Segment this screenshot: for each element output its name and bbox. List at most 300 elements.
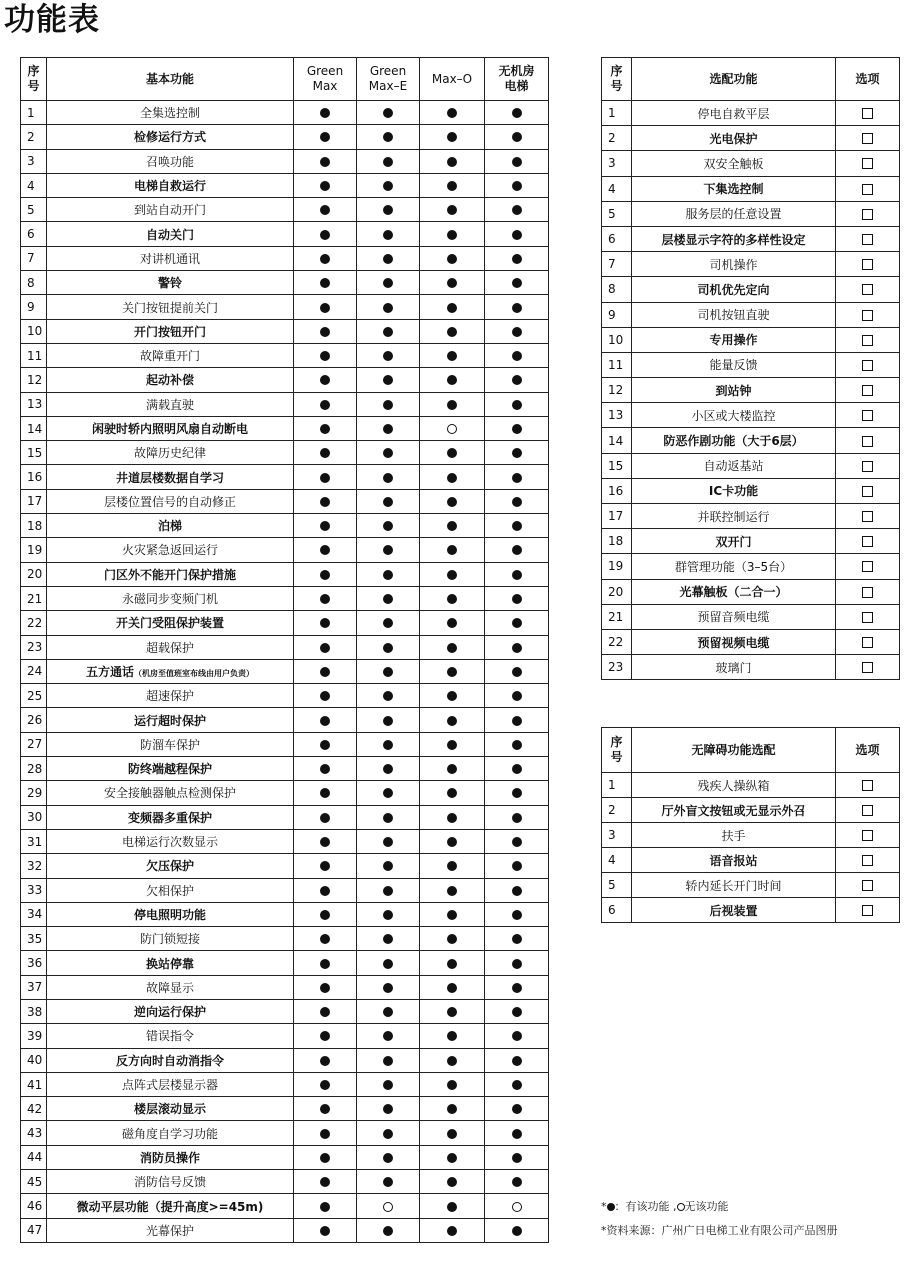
option-cell bbox=[836, 101, 900, 126]
filled-dot-icon bbox=[320, 375, 330, 385]
checkbox-icon[interactable] bbox=[862, 158, 873, 169]
filled-dot-icon bbox=[447, 983, 457, 993]
checkbox-icon[interactable] bbox=[862, 234, 873, 245]
row-number: 6 bbox=[602, 226, 632, 251]
availability-cell bbox=[294, 465, 357, 489]
function-name: 专用操作 bbox=[632, 327, 836, 352]
function-name bbox=[47, 1145, 294, 1169]
availability-cell bbox=[357, 1218, 420, 1242]
filled-dot-icon bbox=[447, 813, 457, 823]
filled-dot-icon bbox=[447, 473, 457, 483]
function-label: 点阵式层楼显示器 bbox=[121, 1078, 218, 1093]
function-name: 下集选控制 bbox=[632, 176, 836, 201]
row-number: 23 bbox=[602, 655, 632, 680]
filled-dot-icon bbox=[320, 351, 330, 361]
filled-dot-icon bbox=[447, 861, 457, 871]
filled-dot-icon bbox=[320, 861, 330, 871]
filled-dot-icon bbox=[512, 400, 522, 410]
table-row bbox=[602, 655, 900, 680]
availability-cell bbox=[294, 1218, 357, 1242]
table-row bbox=[602, 327, 900, 352]
function-name bbox=[47, 271, 294, 295]
function-label: 警铃 bbox=[157, 276, 182, 291]
table-row bbox=[21, 1170, 549, 1194]
row-number: 16 bbox=[21, 465, 47, 489]
function-name: 光幕触板（二合一） bbox=[632, 579, 836, 604]
table-row bbox=[21, 1072, 549, 1096]
function-name bbox=[47, 757, 294, 781]
filled-dot-icon bbox=[320, 521, 330, 531]
filled-dot-icon bbox=[320, 1056, 330, 1066]
function-name: 群管理功能（3–5台） bbox=[632, 554, 836, 579]
checkbox-icon[interactable] bbox=[862, 209, 873, 220]
filled-dot-icon bbox=[320, 594, 330, 604]
function-label: 变频器多重保护 bbox=[127, 810, 212, 825]
function-label: 开门按钮开门 bbox=[133, 324, 206, 339]
table-row bbox=[21, 1097, 549, 1121]
row-number: 18 bbox=[602, 529, 632, 554]
filled-dot-icon bbox=[320, 813, 330, 823]
availability-cell bbox=[485, 781, 549, 805]
checkbox-icon[interactable] bbox=[862, 335, 873, 346]
row-number: 23 bbox=[21, 635, 47, 659]
availability-cell bbox=[357, 829, 420, 853]
table-row bbox=[21, 271, 549, 295]
availability-cell bbox=[294, 586, 357, 610]
function-name bbox=[47, 878, 294, 902]
row-number: 1 bbox=[602, 101, 632, 126]
function-label: 微动平层功能（提升高度>=45m) bbox=[76, 1199, 264, 1214]
availability-cell bbox=[357, 562, 420, 586]
function-label: 火灾紧急返回运行 bbox=[121, 543, 218, 558]
filled-dot-icon bbox=[383, 108, 393, 118]
header-no: 序号 bbox=[21, 58, 47, 101]
checkbox-icon[interactable] bbox=[862, 637, 873, 648]
table-row bbox=[602, 201, 900, 226]
checkbox-icon[interactable] bbox=[862, 108, 873, 119]
availability-cell bbox=[485, 416, 549, 440]
availability-cell bbox=[294, 951, 357, 975]
availability-cell bbox=[420, 1194, 485, 1218]
function-name bbox=[47, 441, 294, 465]
checkbox-icon[interactable] bbox=[862, 259, 873, 270]
availability-cell bbox=[294, 368, 357, 392]
availability-cell bbox=[294, 854, 357, 878]
filled-dot-icon bbox=[320, 181, 330, 191]
row-number: 9 bbox=[21, 295, 47, 319]
availability-cell bbox=[485, 611, 549, 635]
option-cell bbox=[836, 629, 900, 654]
option-cell bbox=[836, 302, 900, 327]
filled-dot-icon bbox=[512, 618, 522, 628]
availability-cell bbox=[294, 927, 357, 951]
legend-not-text: 无该功能 bbox=[684, 1200, 729, 1213]
availability-cell bbox=[357, 125, 420, 149]
filled-dot-icon bbox=[447, 1080, 457, 1090]
checkbox-icon[interactable] bbox=[862, 461, 873, 472]
filled-dot-icon bbox=[447, 132, 457, 142]
option-cell bbox=[836, 529, 900, 554]
filled-dot-icon bbox=[320, 643, 330, 653]
filled-dot-icon bbox=[447, 327, 457, 337]
checkbox-icon[interactable] bbox=[862, 587, 873, 598]
filled-dot-icon bbox=[320, 1202, 330, 1212]
function-name bbox=[47, 732, 294, 756]
availability-cell bbox=[420, 1145, 485, 1169]
availability-cell bbox=[357, 198, 420, 222]
availability-cell bbox=[294, 271, 357, 295]
filled-dot-icon bbox=[512, 1177, 522, 1187]
table-row bbox=[602, 151, 900, 176]
filled-dot-icon bbox=[383, 1226, 393, 1236]
function-name: 司机操作 bbox=[632, 252, 836, 277]
checkbox-icon[interactable] bbox=[862, 830, 873, 841]
filled-dot-icon bbox=[383, 497, 393, 507]
row-number: 12 bbox=[21, 368, 47, 392]
filled-dot-icon bbox=[383, 788, 393, 798]
filled-dot-icon bbox=[512, 788, 522, 798]
function-label: 故障重开门 bbox=[139, 349, 200, 364]
availability-cell bbox=[294, 1024, 357, 1048]
availability-cell bbox=[420, 1024, 485, 1048]
filled-dot-icon bbox=[512, 643, 522, 653]
row-number: 14 bbox=[602, 428, 632, 453]
availability-cell bbox=[485, 854, 549, 878]
checkbox-icon[interactable] bbox=[862, 410, 873, 421]
availability-cell bbox=[294, 246, 357, 270]
availability-cell bbox=[420, 392, 485, 416]
function-name bbox=[47, 635, 294, 659]
availability-cell bbox=[357, 1048, 420, 1072]
filled-dot-icon bbox=[512, 230, 522, 240]
function-label: 起动补偿 bbox=[145, 373, 194, 388]
row-number: 28 bbox=[21, 757, 47, 781]
filled-dot-icon bbox=[447, 1153, 457, 1163]
function-label: 永磁同步变频门机 bbox=[121, 592, 218, 607]
function-name bbox=[47, 295, 294, 319]
availability-cell bbox=[420, 635, 485, 659]
row-number: 39 bbox=[21, 1024, 47, 1048]
filled-dot-icon bbox=[383, 910, 393, 920]
checkbox-icon[interactable] bbox=[862, 855, 873, 866]
availability-cell bbox=[294, 101, 357, 125]
filled-dot-icon bbox=[447, 570, 457, 580]
function-label: 门区外不能开门保护措施 bbox=[103, 567, 236, 582]
function-note: （机房至值班室布线由用户负责） bbox=[134, 668, 254, 678]
function-name bbox=[47, 611, 294, 635]
availability-cell bbox=[294, 975, 357, 999]
function-name: 残疾人操纵箱 bbox=[632, 773, 836, 798]
checkbox-icon[interactable] bbox=[862, 360, 873, 371]
table-row bbox=[602, 428, 900, 453]
filled-dot-icon bbox=[383, 230, 393, 240]
availability-cell bbox=[357, 538, 420, 562]
filled-dot-icon bbox=[383, 1056, 393, 1066]
function-label: 闲驶时轿内照明风扇自动断电 bbox=[91, 422, 248, 436]
function-label: 欠压保护 bbox=[145, 859, 194, 874]
availability-cell bbox=[420, 1218, 485, 1242]
availability-cell bbox=[485, 441, 549, 465]
filled-dot-icon bbox=[512, 1056, 522, 1066]
function-name bbox=[47, 416, 294, 440]
availability-cell bbox=[357, 684, 420, 708]
filled-dot-icon bbox=[383, 618, 393, 628]
availability-cell bbox=[294, 489, 357, 513]
function-label: 开关门受阻保护装置 bbox=[115, 616, 224, 631]
checkbox-icon[interactable] bbox=[862, 284, 873, 295]
row-number: 33 bbox=[21, 878, 47, 902]
table-row bbox=[602, 226, 900, 251]
filled-dot-icon bbox=[447, 1031, 457, 1041]
header-option: 选项 bbox=[836, 58, 900, 101]
filled-dot-icon bbox=[383, 667, 393, 677]
row-number: 2 bbox=[602, 126, 632, 151]
table-row bbox=[21, 708, 549, 732]
row-number: 6 bbox=[21, 222, 47, 246]
hollow-circle-icon bbox=[677, 1203, 685, 1211]
availability-cell bbox=[294, 684, 357, 708]
table-row bbox=[21, 538, 549, 562]
availability-cell bbox=[420, 271, 485, 295]
row-number: 15 bbox=[21, 441, 47, 465]
table-row bbox=[21, 757, 549, 781]
filled-dot-icon bbox=[320, 691, 330, 701]
function-label: 消防员操作 bbox=[139, 1150, 200, 1165]
filled-dot-icon bbox=[383, 400, 393, 410]
filled-dot-icon bbox=[320, 1129, 330, 1139]
availability-cell bbox=[485, 538, 549, 562]
availability-cell bbox=[357, 1145, 420, 1169]
row-number: 7 bbox=[602, 252, 632, 277]
table-row bbox=[21, 392, 549, 416]
availability-cell bbox=[420, 489, 485, 513]
row-number: 3 bbox=[21, 149, 47, 173]
availability-cell bbox=[294, 562, 357, 586]
filled-dot-icon bbox=[447, 157, 457, 167]
table-row bbox=[21, 198, 549, 222]
function-label: 逆向运行保护 bbox=[133, 1005, 206, 1020]
function-name bbox=[47, 343, 294, 367]
function-label: 超载保护 bbox=[145, 640, 194, 655]
filled-dot-icon bbox=[512, 497, 522, 507]
option-cell bbox=[836, 848, 900, 873]
availability-cell bbox=[294, 295, 357, 319]
function-name bbox=[47, 562, 294, 586]
checkbox-icon[interactable] bbox=[862, 436, 873, 447]
function-name bbox=[47, 1121, 294, 1145]
table-row bbox=[21, 684, 549, 708]
checkbox-icon[interactable] bbox=[862, 133, 873, 144]
filled-dot-icon bbox=[512, 132, 522, 142]
availability-cell bbox=[420, 343, 485, 367]
row-number: 18 bbox=[21, 514, 47, 538]
checkbox-icon[interactable] bbox=[862, 310, 873, 321]
filled-dot-icon bbox=[383, 861, 393, 871]
function-label: 检修运行方式 bbox=[133, 130, 206, 145]
table-row bbox=[602, 898, 900, 923]
availability-cell bbox=[485, 295, 549, 319]
function-name bbox=[47, 101, 294, 125]
row-number: 4 bbox=[602, 176, 632, 201]
filled-dot-icon bbox=[447, 910, 457, 920]
availability-cell bbox=[485, 198, 549, 222]
availability-cell bbox=[420, 805, 485, 829]
checkbox-icon[interactable] bbox=[862, 780, 873, 791]
row-number: 22 bbox=[602, 629, 632, 654]
filled-dot-icon bbox=[320, 667, 330, 677]
function-name: 双安全触板 bbox=[632, 151, 836, 176]
availability-cell bbox=[357, 975, 420, 999]
availability-cell bbox=[357, 271, 420, 295]
row-number: 26 bbox=[21, 708, 47, 732]
table-row bbox=[602, 101, 900, 126]
function-name: 双开门 bbox=[632, 529, 836, 554]
function-name bbox=[47, 659, 294, 683]
table-row bbox=[21, 1024, 549, 1048]
function-name bbox=[47, 1072, 294, 1096]
row-number: 13 bbox=[602, 403, 632, 428]
function-label: 电梯运行次数显示 bbox=[121, 835, 218, 850]
row-number: 17 bbox=[21, 489, 47, 513]
availability-cell bbox=[420, 441, 485, 465]
option-cell bbox=[836, 453, 900, 478]
availability-cell bbox=[294, 198, 357, 222]
filled-dot-icon bbox=[383, 375, 393, 385]
checkbox-icon[interactable] bbox=[862, 561, 873, 572]
availability-cell bbox=[485, 1097, 549, 1121]
filled-dot-icon bbox=[447, 643, 457, 653]
filled-dot-icon bbox=[383, 716, 393, 726]
filled-dot-icon bbox=[383, 1153, 393, 1163]
header-green-max-e: Green Max–E bbox=[357, 58, 420, 101]
function-label: 换站停靠 bbox=[145, 956, 194, 971]
checkbox-icon[interactable] bbox=[862, 612, 873, 623]
option-cell bbox=[836, 773, 900, 798]
filled-dot-icon bbox=[447, 667, 457, 677]
availability-cell bbox=[420, 975, 485, 999]
checkbox-icon[interactable] bbox=[862, 184, 873, 195]
checkbox-icon[interactable] bbox=[862, 536, 873, 547]
function-name bbox=[47, 975, 294, 999]
checkbox-icon[interactable] bbox=[862, 511, 873, 522]
checkbox-icon[interactable] bbox=[862, 905, 873, 916]
availability-cell bbox=[420, 586, 485, 610]
function-name bbox=[47, 684, 294, 708]
availability-cell bbox=[294, 732, 357, 756]
function-label: 防终端越程保护 bbox=[127, 762, 212, 777]
filled-dot-icon bbox=[320, 740, 330, 750]
filled-dot-icon bbox=[607, 1203, 615, 1211]
filled-dot-icon bbox=[383, 886, 393, 896]
row-number: 32 bbox=[21, 854, 47, 878]
filled-dot-icon bbox=[512, 570, 522, 580]
row-number: 27 bbox=[21, 732, 47, 756]
table-row bbox=[21, 951, 549, 975]
availability-cell bbox=[294, 1145, 357, 1169]
table-row bbox=[602, 378, 900, 403]
row-number: 19 bbox=[21, 538, 47, 562]
basic-function-table bbox=[20, 57, 549, 1243]
availability-cell bbox=[294, 708, 357, 732]
table-row bbox=[602, 352, 900, 377]
filled-dot-icon bbox=[320, 230, 330, 240]
table-row bbox=[21, 101, 549, 125]
header-no: 序号 bbox=[602, 728, 632, 773]
availability-cell bbox=[294, 173, 357, 197]
availability-cell bbox=[357, 295, 420, 319]
filled-dot-icon bbox=[447, 497, 457, 507]
function-name bbox=[47, 392, 294, 416]
function-name bbox=[47, 198, 294, 222]
option-cell bbox=[836, 898, 900, 923]
function-label: 五方通话 bbox=[85, 664, 134, 679]
header-function: 基本功能 bbox=[47, 58, 294, 101]
checkbox-icon[interactable] bbox=[862, 486, 873, 497]
availability-cell bbox=[294, 416, 357, 440]
option-cell bbox=[836, 579, 900, 604]
filled-dot-icon bbox=[512, 764, 522, 774]
filled-dot-icon bbox=[320, 716, 330, 726]
filled-dot-icon bbox=[383, 1007, 393, 1017]
option-cell bbox=[836, 277, 900, 302]
optional-function-table bbox=[601, 57, 900, 680]
row-number: 3 bbox=[602, 823, 632, 848]
table-row bbox=[602, 453, 900, 478]
function-name bbox=[47, 514, 294, 538]
availability-cell bbox=[420, 173, 485, 197]
filled-dot-icon bbox=[383, 181, 393, 191]
availability-cell bbox=[485, 465, 549, 489]
filled-dot-icon bbox=[383, 983, 393, 993]
filled-dot-icon bbox=[447, 1056, 457, 1066]
function-label: 安全接触器触点检测保护 bbox=[103, 786, 236, 801]
checkbox-icon[interactable] bbox=[862, 880, 873, 891]
table-row bbox=[602, 302, 900, 327]
filled-dot-icon bbox=[512, 1226, 522, 1236]
option-cell bbox=[836, 504, 900, 529]
function-name: 司机按钮直驶 bbox=[632, 302, 836, 327]
filled-dot-icon bbox=[383, 959, 393, 969]
availability-cell bbox=[485, 927, 549, 951]
function-name: 服务层的任意设置 bbox=[632, 201, 836, 226]
availability-cell bbox=[420, 562, 485, 586]
filled-dot-icon bbox=[512, 934, 522, 944]
filled-dot-icon bbox=[512, 181, 522, 191]
availability-cell bbox=[357, 611, 420, 635]
filled-dot-icon bbox=[447, 351, 457, 361]
function-label: 自动关门 bbox=[145, 227, 194, 242]
filled-dot-icon bbox=[447, 764, 457, 774]
availability-cell bbox=[420, 684, 485, 708]
filled-dot-icon bbox=[383, 594, 393, 604]
function-name: 预留音频电缆 bbox=[632, 604, 836, 629]
availability-cell bbox=[357, 173, 420, 197]
filled-dot-icon bbox=[512, 303, 522, 313]
checkbox-icon[interactable] bbox=[862, 805, 873, 816]
checkbox-icon[interactable] bbox=[862, 385, 873, 396]
availability-cell bbox=[420, 295, 485, 319]
filled-dot-icon bbox=[320, 108, 330, 118]
filled-dot-icon bbox=[447, 303, 457, 313]
filled-dot-icon bbox=[320, 910, 330, 920]
row-number: 21 bbox=[602, 604, 632, 629]
function-name: 语音报站 bbox=[632, 848, 836, 873]
checkbox-icon[interactable] bbox=[862, 662, 873, 673]
table-row bbox=[21, 319, 549, 343]
filled-dot-icon bbox=[320, 837, 330, 847]
filled-dot-icon bbox=[447, 886, 457, 896]
row-number: 13 bbox=[21, 392, 47, 416]
